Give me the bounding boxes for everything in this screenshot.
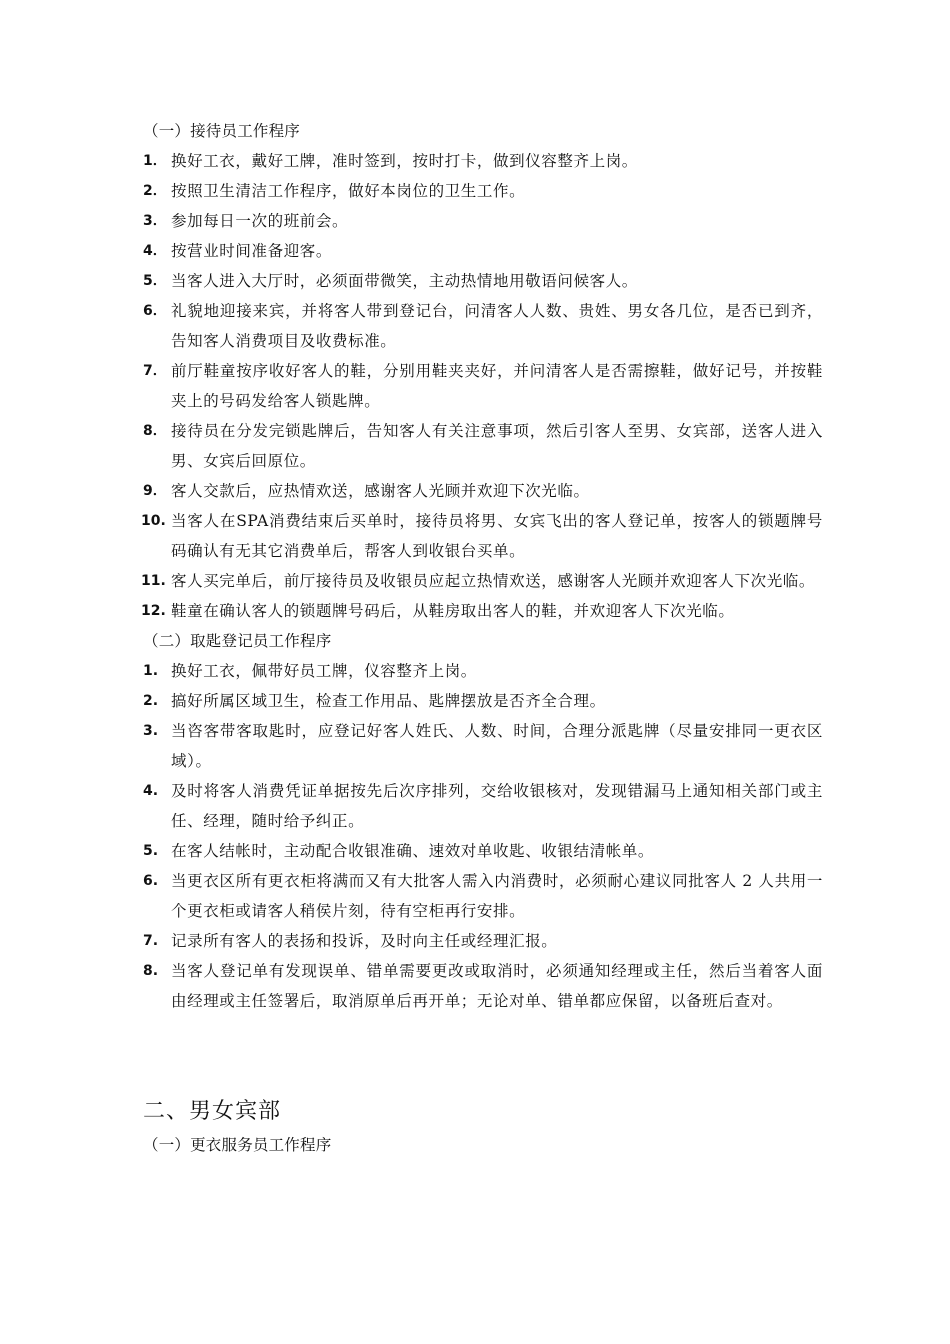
step-number: 5. — [143, 843, 159, 859]
registration-step — [143, 956, 823, 1016]
step-number: 6. — [143, 873, 159, 889]
step-number: 2. — [143, 693, 159, 709]
reception-step — [143, 506, 823, 566]
step-number: 12. — [141, 603, 166, 619]
step-number: 4． — [143, 243, 167, 259]
step-text: 当客人登记单有发现误单、错单需要更改或取消时，必须通知经理或主任，然后当着客人面由经理或主任签署后，取消原单后再开单；无论对单、错单都应保留，以备班后查对。 — [171, 962, 823, 1010]
step-text: 在客人结帐时，主动配合收银准确、速效对单收匙、收银结清帐单。 — [171, 842, 655, 860]
step-number: 3． — [143, 213, 167, 229]
step-text: 前厅鞋童按序收好客人的鞋，分别用鞋夹夹好，并问清客人是否需擦鞋，做好记号，并按鞋夹上的号码发给客人锁匙牌。 — [171, 362, 823, 410]
reception-step — [143, 566, 823, 596]
section-gap — [143, 1016, 823, 1094]
step-text: 换好工衣，佩带好员工牌，仪容整齐上岗。 — [171, 662, 477, 680]
step-number: 1. — [143, 663, 159, 679]
key-registration-procedure-heading: （二）取匙登记员工作程序 — [143, 632, 332, 650]
step-text: 礼貌地迎接来宾，并将客人带到登记台，问清客人人数、贵姓、男女各几位，是否已到齐，告知客人消费项目及收费标准。 — [171, 302, 823, 350]
step-text: 客人买完单后，前厅接待员及收银员应起立热情欢送，感谢客人光顾并欢迎客人下次光临。 — [171, 572, 816, 590]
reception-step — [143, 296, 823, 356]
reception-step — [143, 266, 823, 296]
reception-step — [143, 416, 823, 476]
step-text: 及时将客人消费凭证单据按先后次序排列，交给收银核对，发现错漏马上通知相关部门或主任、经理，随时给予纠正。 — [171, 782, 823, 830]
step-number: 1． — [143, 153, 167, 169]
locker-service-procedure-heading: （一）更衣服务员工作程序 — [143, 1136, 332, 1154]
step-text: 按照卫生清洁工作程序，做好本岗位的卫生工作。 — [171, 182, 526, 200]
registration-step — [143, 866, 823, 926]
step-text: 按营业时间准备迎客。 — [171, 242, 333, 260]
document-body — [143, 116, 823, 1160]
step-number: 8. — [143, 963, 159, 979]
step-number: 6． — [143, 303, 167, 319]
step-text: 鞋童在确认客人的锁题牌号码后，从鞋房取出客人的鞋，并欢迎客人下次光临。 — [171, 602, 735, 620]
step-text: 当咨客带客取匙时，应登记好客人姓氏、人数、时间，合理分派匙牌（尽量安排同一更衣区域）。 — [171, 722, 823, 770]
reception-step — [143, 206, 823, 236]
registration-step — [143, 656, 823, 686]
reception-step — [143, 356, 823, 416]
step-number: 4. — [143, 783, 159, 799]
step-text: 记录所有客人的表扬和投诉，及时向主任或经理汇报。 — [171, 932, 558, 950]
registration-step — [143, 836, 823, 866]
step-text: 当客人进入大厅时，必须面带微笑，主动热情地用敬语问候客人。 — [171, 272, 638, 290]
reception-step — [143, 146, 823, 176]
step-number: 3. — [143, 723, 159, 739]
reception-step — [143, 476, 823, 506]
reception-step — [143, 596, 823, 626]
step-text: 参加每日一次的班前会。 — [171, 212, 349, 230]
registration-step — [143, 686, 823, 716]
step-number: 10. — [141, 513, 166, 529]
step-text: 接待员在分发完锁匙牌后，告知客人有关注意事项，然后引客人至男、女宾部，送客人进入男、女宾后回原位。 — [171, 422, 823, 470]
step-number: 7． — [143, 363, 167, 379]
step-text: 换好工衣，戴好工牌，准时签到，按时打卡，做到仪容整齐上岗。 — [171, 152, 638, 170]
step-text: 客人交款后，应热情欢送，感谢客人光顾并欢迎下次光临。 — [171, 482, 590, 500]
reception-procedure-heading: （一）接待员工作程序 — [143, 122, 301, 140]
step-number: 5． — [143, 273, 167, 289]
section-title: 二、男女宾部 — [143, 1099, 282, 1124]
registration-step — [143, 776, 823, 836]
step-text: 当更衣区所有更衣柜将满而又有大批客人需入内消费时，必须耐心建议同批客人 2 人共用一个更衣柜或请客人稍侯片刻，待有空柜再行安排。 — [171, 872, 823, 920]
step-number: 7. — [143, 933, 159, 949]
registration-step — [143, 926, 823, 956]
registration-step — [143, 716, 823, 776]
step-number: 9． — [143, 483, 167, 499]
step-text: 搞好所属区域卫生，检查工作用品、匙牌摆放是否齐全合理。 — [171, 692, 606, 710]
step-number: 2． — [143, 183, 167, 199]
step-number: 11. — [141, 573, 166, 589]
step-text: 当客人在SPA消费结束后买单时，接待员将男、女宾飞出的客人登记单，按客人的锁题牌号码确认有无其它消费单后，帮客人到收银台买单。 — [171, 512, 823, 560]
reception-step — [143, 236, 823, 266]
step-number: 8． — [143, 423, 167, 439]
reception-step — [143, 176, 823, 206]
